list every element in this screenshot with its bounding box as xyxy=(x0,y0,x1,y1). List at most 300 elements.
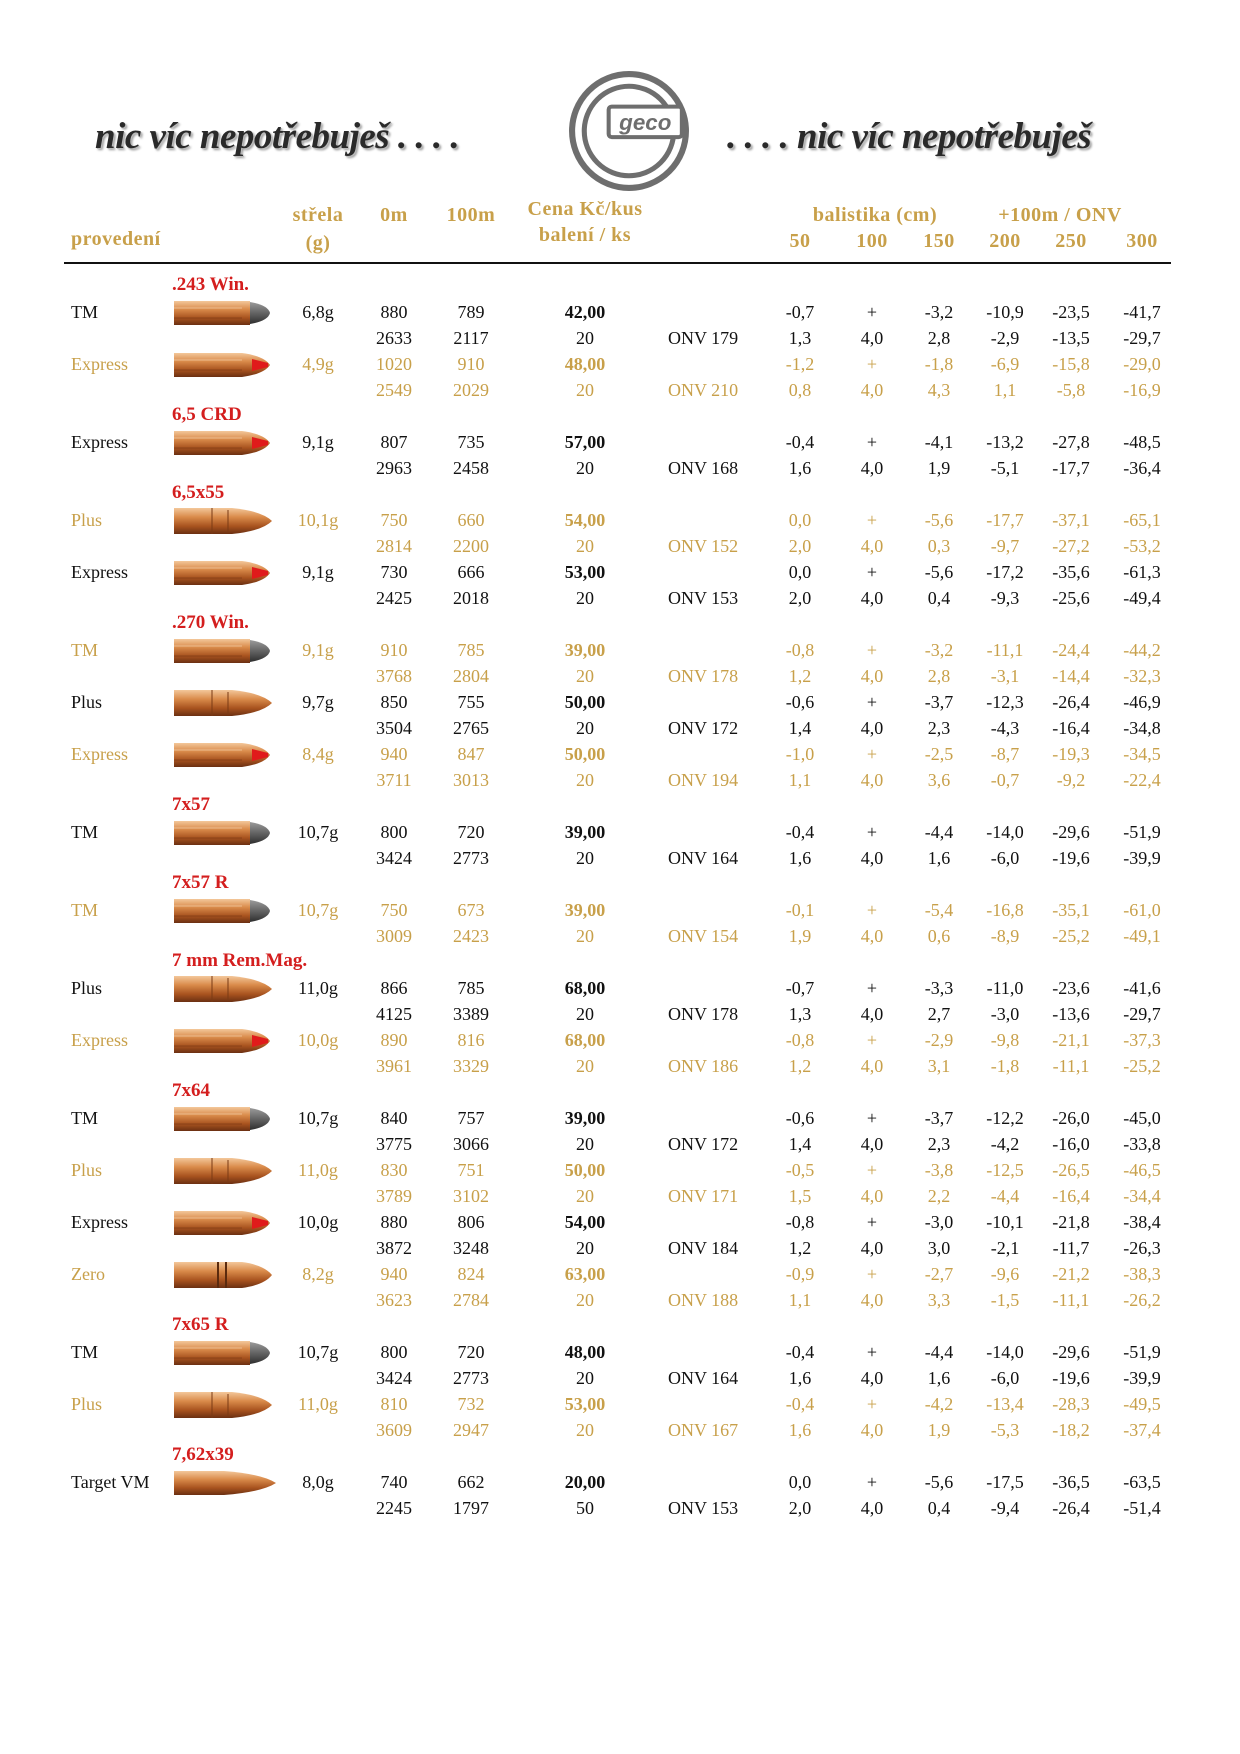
ballistic-200: -14,0 xyxy=(986,1342,1024,1362)
onv-100: 4,0 xyxy=(860,1368,884,1388)
onv-code: ONV 178 xyxy=(668,666,739,686)
ballistic-100: + xyxy=(866,1160,878,1180)
ballistic-300: -41,7 xyxy=(1123,302,1161,322)
ballistic-150: -2,7 xyxy=(924,1264,954,1284)
table-row xyxy=(0,1392,1240,1416)
ballistic-300: -65,1 xyxy=(1123,510,1161,530)
ballistic-300: -34,5 xyxy=(1123,744,1161,764)
onv-250: -19,6 xyxy=(1052,848,1090,868)
ballistic-250: -35,6 xyxy=(1052,562,1090,582)
energy-0m: 3711 xyxy=(376,770,412,790)
ballistic-250: -29,6 xyxy=(1052,1342,1090,1362)
velocity-100m: 660 xyxy=(457,510,485,530)
calibre-label: 7x64 xyxy=(172,1080,210,1101)
ballistic-50: -1,0 xyxy=(785,744,815,764)
energy-100m: 2784 xyxy=(453,1290,489,1310)
onv-200: -1,5 xyxy=(990,1290,1020,1310)
onv-50: 2,0 xyxy=(788,1498,812,1518)
product-name: TM xyxy=(71,1342,98,1362)
energy-0m: 2425 xyxy=(376,588,412,608)
onv-150: 2,2 xyxy=(927,1186,951,1206)
price: 20,00 xyxy=(564,1472,606,1492)
ballistic-100: + xyxy=(866,510,878,530)
onv-150: 1,6 xyxy=(927,1368,951,1388)
table-row xyxy=(0,1028,1240,1052)
onv-100: 4,0 xyxy=(860,1498,884,1518)
velocity-0m: 807 xyxy=(380,432,408,452)
table-row xyxy=(0,976,1240,1000)
onv-300: -29,7 xyxy=(1123,1004,1161,1024)
velocity-0m: 910 xyxy=(380,640,408,660)
energy-0m: 2633 xyxy=(376,328,412,348)
bullet-weight: 11,0g xyxy=(298,978,338,998)
ballistic-200: -11,1 xyxy=(986,640,1024,660)
onv-150: 3,6 xyxy=(927,770,951,790)
energy-0m: 2963 xyxy=(376,458,412,478)
calibre-label: 7 mm Rem.Mag. xyxy=(172,950,308,971)
ballistic-200: -16,8 xyxy=(986,900,1024,920)
velocity-0m: 800 xyxy=(380,1342,408,1362)
energy-100m: 2018 xyxy=(453,588,489,608)
onv-150: 4,3 xyxy=(927,380,951,400)
onv-150: 1,9 xyxy=(927,458,951,478)
pack-count: 20 xyxy=(576,1056,594,1076)
calibre-label: 6,5 CRD xyxy=(172,404,242,425)
table-row xyxy=(0,352,1240,376)
ballistic-150: -5,6 xyxy=(924,562,954,582)
energy-100m: 3329 xyxy=(453,1056,489,1076)
onv-250: -11,1 xyxy=(1052,1290,1090,1310)
ballistic-200: -13,4 xyxy=(986,1394,1024,1414)
onv-150: 0,6 xyxy=(927,926,951,946)
table-row xyxy=(0,768,1240,792)
ballistic-100: + xyxy=(866,1108,878,1128)
ballistic-250: -26,0 xyxy=(1052,1108,1090,1128)
calibre-label: 7x65 R xyxy=(172,1314,229,1335)
velocity-100m: 757 xyxy=(457,1108,485,1128)
onv-200: -6,0 xyxy=(990,1368,1020,1388)
table-row xyxy=(0,430,1240,454)
onv-code: ONV 167 xyxy=(668,1420,739,1440)
pack-count: 20 xyxy=(576,848,594,868)
product-name: Express xyxy=(71,744,128,764)
ballistic-100: + xyxy=(866,1212,878,1232)
bullet-weight: 9,1g xyxy=(302,562,334,582)
price: 39,00 xyxy=(564,900,606,920)
energy-100m: 2947 xyxy=(453,1420,489,1440)
table-row xyxy=(0,820,1240,844)
onv-100: 4,0 xyxy=(860,1290,884,1310)
velocity-100m: 847 xyxy=(457,744,485,764)
velocity-0m: 740 xyxy=(380,1472,408,1492)
ballistic-250: -19,3 xyxy=(1052,744,1090,764)
onv-100: 4,0 xyxy=(860,926,884,946)
table-row xyxy=(0,1496,1240,1520)
onv-150: 0,3 xyxy=(927,536,951,556)
energy-0m: 3961 xyxy=(376,1056,412,1076)
header-d100: 100 xyxy=(856,230,888,252)
ballistic-150: -4,2 xyxy=(924,1394,954,1414)
onv-50: 1,6 xyxy=(788,848,812,868)
onv-code: ONV 188 xyxy=(668,1290,739,1310)
ballistic-300: -41,6 xyxy=(1123,978,1161,998)
velocity-0m: 880 xyxy=(380,1212,408,1232)
ballistic-250: -21,8 xyxy=(1052,1212,1090,1232)
table-row xyxy=(0,664,1240,688)
product-name: TM xyxy=(71,900,98,920)
ballistic-50: -0,7 xyxy=(785,302,815,322)
ballistic-150: -3,8 xyxy=(924,1160,954,1180)
onv-250: -26,4 xyxy=(1052,1498,1090,1518)
onv-100: 4,0 xyxy=(860,1056,884,1076)
velocity-0m: 880 xyxy=(380,302,408,322)
onv-200: -5,1 xyxy=(990,458,1020,478)
ballistic-250: -37,1 xyxy=(1052,510,1090,530)
table-row xyxy=(0,1340,1240,1364)
onv-150: 2,3 xyxy=(927,1134,951,1154)
header-v100: 100m xyxy=(446,204,496,226)
ballistic-100: + xyxy=(866,1264,878,1284)
product-name: Plus xyxy=(71,1160,103,1180)
ballistic-50: 0,0 xyxy=(788,510,812,530)
pack-count: 20 xyxy=(576,1238,594,1258)
price: 42,00 xyxy=(564,302,606,322)
onv-250: -13,5 xyxy=(1052,328,1090,348)
ballistic-150: -1,8 xyxy=(924,354,954,374)
ballistic-200: -10,9 xyxy=(986,302,1024,322)
pack-count: 20 xyxy=(576,380,594,400)
onv-100: 4,0 xyxy=(860,718,884,738)
ballistic-200: -10,1 xyxy=(986,1212,1024,1232)
table-row xyxy=(0,1106,1240,1130)
velocity-0m: 1020 xyxy=(376,354,412,374)
energy-100m: 2773 xyxy=(453,848,489,868)
onv-200: -9,4 xyxy=(990,1498,1020,1518)
onv-code: ONV 164 xyxy=(668,848,739,868)
onv-200: -9,7 xyxy=(990,536,1020,556)
onv-250: -18,2 xyxy=(1052,1420,1090,1440)
energy-0m: 2245 xyxy=(376,1498,412,1518)
ballistic-50: -0,8 xyxy=(785,1212,815,1232)
ballistic-150: -3,2 xyxy=(924,302,954,322)
table-row xyxy=(0,326,1240,350)
energy-100m: 3102 xyxy=(453,1186,489,1206)
onv-250: -19,6 xyxy=(1052,1368,1090,1388)
bullet-weight: 9,1g xyxy=(302,432,334,452)
onv-250: -25,6 xyxy=(1052,588,1090,608)
onv-250: -11,1 xyxy=(1052,1056,1090,1076)
ballistic-50: -0,4 xyxy=(785,1342,815,1362)
onv-100: 4,0 xyxy=(860,1420,884,1440)
energy-100m: 2117 xyxy=(453,328,489,348)
header-d300: 300 xyxy=(1126,230,1158,252)
product-name: Zero xyxy=(71,1264,105,1284)
ballistic-150: -5,4 xyxy=(924,900,954,920)
onv-150: 0,4 xyxy=(927,1498,951,1518)
table-row xyxy=(0,1418,1240,1442)
bullet-weight: 10,0g xyxy=(297,1212,339,1232)
onv-50: 1,2 xyxy=(788,1238,812,1258)
product-name: Express xyxy=(71,354,128,374)
onv-50: 1,9 xyxy=(788,926,812,946)
onv-code: ONV 172 xyxy=(668,1134,739,1154)
header-v0: 0m xyxy=(380,204,408,226)
ballistic-50: -0,8 xyxy=(785,640,815,660)
bullet-weight: 8,2g xyxy=(302,1264,334,1284)
onv-code: ONV 210 xyxy=(668,380,739,400)
energy-0m: 2814 xyxy=(376,536,412,556)
onv-50: 1,2 xyxy=(788,1056,812,1076)
onv-100: 4,0 xyxy=(860,1134,884,1154)
onv-300: -37,4 xyxy=(1123,1420,1161,1440)
ballistic-100: + xyxy=(866,744,878,764)
onv-200: -4,2 xyxy=(990,1134,1020,1154)
onv-code: ONV 172 xyxy=(668,718,739,738)
velocity-100m: 751 xyxy=(457,1160,485,1180)
ballistic-300: -44,2 xyxy=(1123,640,1161,660)
onv-300: -26,3 xyxy=(1123,1238,1161,1258)
price: 50,00 xyxy=(564,1160,606,1180)
onv-100: 4,0 xyxy=(860,380,884,400)
onv-300: -53,2 xyxy=(1123,536,1161,556)
energy-0m: 3424 xyxy=(376,1368,412,1388)
velocity-0m: 730 xyxy=(380,562,408,582)
velocity-100m: 910 xyxy=(457,354,485,374)
product-name: TM xyxy=(71,1108,98,1128)
ballistic-50: -0,6 xyxy=(785,1108,815,1128)
bullet-weight: 8,4g xyxy=(302,744,334,764)
header-divider xyxy=(64,262,1171,264)
onv-code: ONV 152 xyxy=(668,536,739,556)
price: 57,00 xyxy=(564,432,606,452)
energy-100m: 1797 xyxy=(453,1498,489,1518)
ballistic-250: -23,6 xyxy=(1052,978,1090,998)
ballistic-200: -9,6 xyxy=(990,1264,1020,1284)
pack-count: 20 xyxy=(576,1420,594,1440)
header-price: Cena Kč/kus xyxy=(527,198,643,220)
onv-300: -34,8 xyxy=(1123,718,1161,738)
onv-300: -25,2 xyxy=(1123,1056,1161,1076)
energy-0m: 4125 xyxy=(376,1004,412,1024)
ballistic-250: -26,5 xyxy=(1052,1160,1090,1180)
price: 68,00 xyxy=(564,978,606,998)
ballistic-300: -48,5 xyxy=(1123,432,1161,452)
onv-200: -3,0 xyxy=(990,1004,1020,1024)
ballistic-300: -61,3 xyxy=(1123,562,1161,582)
ballistic-50: -0,6 xyxy=(785,692,815,712)
onv-200: -9,3 xyxy=(990,588,1020,608)
ballistic-100: + xyxy=(866,822,878,842)
onv-200: -4,3 xyxy=(990,718,1020,738)
pack-count: 20 xyxy=(576,926,594,946)
onv-100: 4,0 xyxy=(860,1186,884,1206)
table-row xyxy=(0,1262,1240,1286)
onv-250: -25,2 xyxy=(1052,926,1090,946)
ballistic-50: -0,7 xyxy=(785,978,815,998)
onv-code: ONV 171 xyxy=(668,1186,739,1206)
onv-100: 4,0 xyxy=(860,1238,884,1258)
ballistic-100: + xyxy=(866,302,878,322)
ballistic-200: -17,7 xyxy=(986,510,1024,530)
ballistic-300: -45,0 xyxy=(1123,1108,1161,1128)
ballistic-150: -5,6 xyxy=(924,1472,954,1492)
onv-300: -36,4 xyxy=(1123,458,1161,478)
velocity-0m: 940 xyxy=(380,744,408,764)
table-row xyxy=(0,560,1240,584)
table-row xyxy=(0,300,1240,324)
product-name: Express xyxy=(71,1212,128,1232)
onv-250: -13,6 xyxy=(1052,1004,1090,1024)
velocity-100m: 662 xyxy=(457,1472,485,1492)
table-row xyxy=(0,638,1240,662)
ballistic-200: -14,0 xyxy=(986,822,1024,842)
onv-150: 2,8 xyxy=(927,666,951,686)
energy-0m: 3775 xyxy=(376,1134,412,1154)
onv-300: -33,8 xyxy=(1123,1134,1161,1154)
price: 54,00 xyxy=(564,1212,606,1232)
price: 63,00 xyxy=(564,1264,606,1284)
table-row xyxy=(0,456,1240,480)
price: 68,00 xyxy=(564,1030,606,1050)
price: 54,00 xyxy=(564,510,606,530)
onv-100: 4,0 xyxy=(860,536,884,556)
onv-250: -14,4 xyxy=(1052,666,1090,686)
header-provedeni: provedení xyxy=(71,228,161,250)
ballistic-200: -17,2 xyxy=(986,562,1024,582)
onv-code: ONV 194 xyxy=(668,770,739,790)
onv-code: ONV 179 xyxy=(668,328,739,348)
product-name: Plus xyxy=(71,510,103,530)
onv-100: 4,0 xyxy=(860,458,884,478)
onv-300: -39,9 xyxy=(1123,848,1161,868)
ballistic-50: 0,0 xyxy=(788,1472,812,1492)
energy-0m: 3789 xyxy=(376,1186,412,1206)
ballistic-300: -38,3 xyxy=(1123,1264,1161,1284)
table-row xyxy=(0,378,1240,402)
header-pack: balení / ks xyxy=(538,224,632,246)
ballistic-300: -46,9 xyxy=(1123,692,1161,712)
velocity-100m: 732 xyxy=(457,1394,485,1414)
table-row xyxy=(0,1054,1240,1078)
ballistic-150: -3,0 xyxy=(924,1212,954,1232)
header-onv: +100m / ONV xyxy=(998,204,1122,226)
ballistic-200: -12,5 xyxy=(986,1160,1024,1180)
header-d150: 150 xyxy=(923,230,955,252)
bullet-weight: 10,7g xyxy=(297,900,339,920)
product-name: TM xyxy=(71,302,98,322)
table-row xyxy=(0,508,1240,532)
product-name: TM xyxy=(71,640,98,660)
onv-50: 1,2 xyxy=(788,666,812,686)
ballistic-100: + xyxy=(866,900,878,920)
header-balistika: balistika (cm) xyxy=(812,204,938,226)
ballistic-300: -63,5 xyxy=(1123,1472,1161,1492)
energy-0m: 3768 xyxy=(376,666,412,686)
onv-300: -22,4 xyxy=(1123,770,1161,790)
velocity-100m: 720 xyxy=(457,822,485,842)
onv-300: -26,2 xyxy=(1123,1290,1161,1310)
bullet-weight: 8,0g xyxy=(302,1472,334,1492)
onv-300: -16,9 xyxy=(1123,380,1161,400)
bullet-weight: 10,7g xyxy=(297,1108,339,1128)
onv-200: -2,1 xyxy=(990,1238,1020,1258)
bullet-weight: 10,7g xyxy=(297,1342,339,1362)
onv-250: -27,2 xyxy=(1052,536,1090,556)
velocity-0m: 750 xyxy=(380,510,408,530)
table-row xyxy=(0,1002,1240,1026)
ballistic-250: -29,6 xyxy=(1052,822,1090,842)
onv-150: 3,0 xyxy=(927,1238,951,1258)
energy-100m: 3066 xyxy=(453,1134,489,1154)
energy-100m: 3389 xyxy=(453,1004,489,1024)
ballistic-300: -46,5 xyxy=(1123,1160,1161,1180)
table-row xyxy=(0,1366,1240,1390)
bullet-weight: 10,7g xyxy=(297,822,339,842)
onv-250: -17,7 xyxy=(1052,458,1090,478)
onv-50: 1,5 xyxy=(788,1186,812,1206)
bullet-weight: 11,0g xyxy=(298,1160,338,1180)
energy-0m: 3424 xyxy=(376,848,412,868)
bullet-weight: 11,0g xyxy=(298,1394,338,1414)
onv-50: 2,0 xyxy=(788,588,812,608)
onv-200: 1,1 xyxy=(993,380,1017,400)
energy-0m: 3609 xyxy=(376,1420,412,1440)
energy-0m: 3504 xyxy=(376,718,412,738)
ballistic-100: + xyxy=(866,1030,878,1050)
onv-50: 0,8 xyxy=(788,380,812,400)
onv-200: -5,3 xyxy=(990,1420,1020,1440)
ballistic-50: 0,0 xyxy=(788,562,812,582)
header-d250: 250 xyxy=(1055,230,1087,252)
onv-300: -39,9 xyxy=(1123,1368,1161,1388)
product-name: Target VM xyxy=(71,1472,150,1492)
bullet-weight: 10,0g xyxy=(297,1030,339,1050)
pack-count: 50 xyxy=(576,1498,594,1518)
bullet-weight: 10,1g xyxy=(297,510,339,530)
pack-count: 20 xyxy=(576,1290,594,1310)
pack-count: 20 xyxy=(576,1134,594,1154)
calibre-label: .270 Win. xyxy=(172,612,249,633)
header-strela-unit: (g) xyxy=(305,232,331,254)
velocity-100m: 785 xyxy=(457,978,485,998)
onv-50: 1,6 xyxy=(788,1420,812,1440)
ballistic-100: + xyxy=(866,1342,878,1362)
ballistic-100: + xyxy=(866,692,878,712)
onv-200: -4,4 xyxy=(990,1186,1020,1206)
pack-count: 20 xyxy=(576,1186,594,1206)
onv-100: 4,0 xyxy=(860,588,884,608)
ballistic-100: + xyxy=(866,1394,878,1414)
onv-250: -9,2 xyxy=(1056,770,1086,790)
onv-200: -0,7 xyxy=(990,770,1020,790)
price: 53,00 xyxy=(564,1394,606,1414)
table-row xyxy=(0,1132,1240,1156)
velocity-0m: 890 xyxy=(380,1030,408,1050)
bullet-weight: 9,1g xyxy=(302,640,334,660)
ballistic-50: -0,5 xyxy=(785,1160,815,1180)
price: 50,00 xyxy=(564,744,606,764)
ballistic-300: -37,3 xyxy=(1123,1030,1161,1050)
onv-code: ONV 168 xyxy=(668,458,739,478)
ballistic-50: -0,1 xyxy=(785,900,815,920)
table-row xyxy=(0,716,1240,740)
ballistic-150: -4,4 xyxy=(924,1342,954,1362)
onv-50: 1,3 xyxy=(788,1004,812,1024)
onv-250: -5,8 xyxy=(1056,380,1086,400)
ballistic-150: -3,7 xyxy=(924,1108,954,1128)
velocity-0m: 830 xyxy=(380,1160,408,1180)
onv-250: -11,7 xyxy=(1052,1238,1090,1258)
